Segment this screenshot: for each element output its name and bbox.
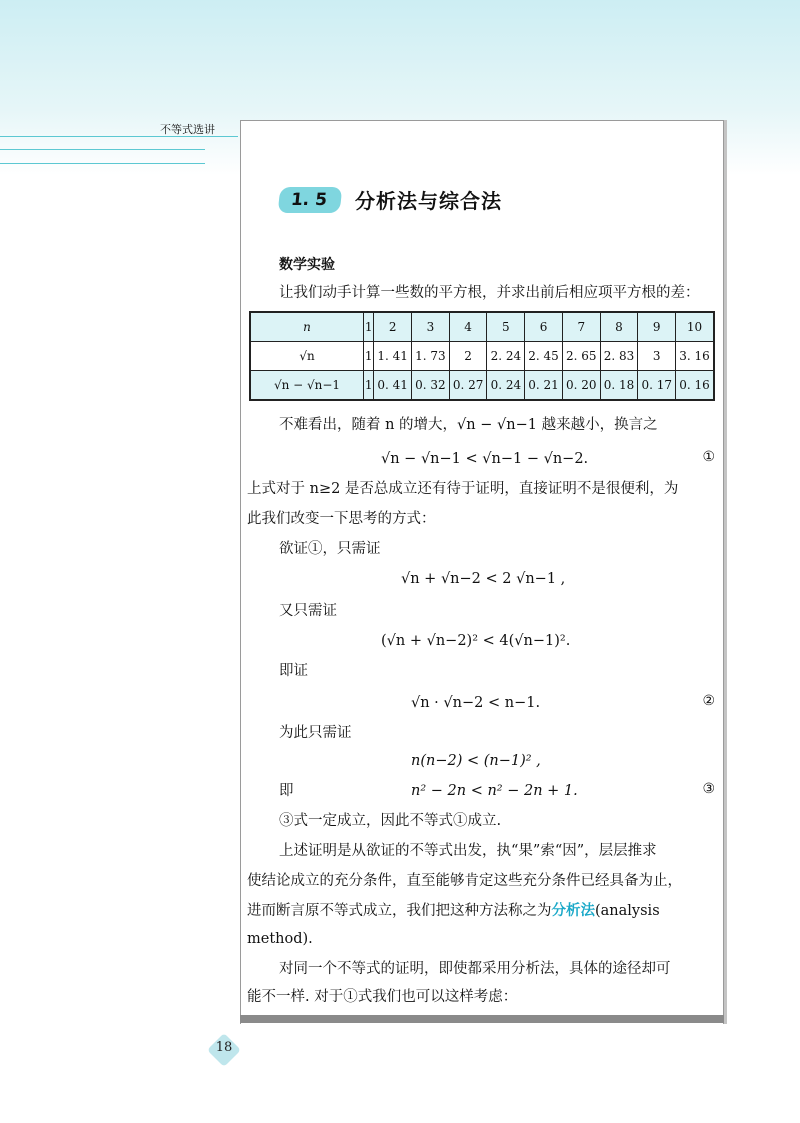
table-cell: 0. 16 xyxy=(676,371,714,401)
table-row xyxy=(250,342,714,371)
table-cell: 4 xyxy=(449,312,487,342)
page-number: 18 xyxy=(215,1040,233,1055)
equation: (√n + √n−2)² < 4(√n−1)². xyxy=(381,633,571,649)
table-cell: 2. 83 xyxy=(600,342,638,371)
equation: √n · √n−2 < n−1. xyxy=(411,695,541,711)
paragraph: ③式一定成立，因此不等式①成立. xyxy=(279,813,502,829)
table-cell: 2. 65 xyxy=(562,342,600,371)
book-title: 不等式选讲 xyxy=(160,123,215,136)
table-cell: 2. 24 xyxy=(487,342,525,371)
table-cell: 1. 73 xyxy=(412,342,450,371)
table-cell: 1 xyxy=(364,342,374,371)
table-cell: 0. 17 xyxy=(638,371,676,401)
paragraph xyxy=(247,901,660,921)
table-cell: 5 xyxy=(487,312,525,342)
table-row xyxy=(250,371,714,401)
sqrt-table xyxy=(249,311,715,401)
table-cell: 1 xyxy=(364,312,374,342)
page-bottom-bar xyxy=(240,1015,724,1023)
section-number: 1. 5 xyxy=(278,187,343,213)
paragraph: 对同一个不等式的证明，即使都采用分析法，具体的途径却可 xyxy=(279,961,671,977)
table-cell: 8 xyxy=(600,312,638,342)
paragraph: 上述证明是从欲证的不等式出发，执“果”索“因”，层层推求 xyxy=(279,843,657,859)
paragraph: 此我们改变一下思考的方式： xyxy=(247,511,436,527)
equation: √n + √n−2 < 2 √n−1 , xyxy=(401,571,566,587)
paragraph: 欲证①，只需证 xyxy=(279,541,381,557)
table-cell: 0. 24 xyxy=(487,371,525,401)
equation: √n − √n−1 < √n−1 − √n−2. xyxy=(381,451,589,467)
keyword-analysis-method: 分析法 xyxy=(551,903,595,919)
paragraph: 即 xyxy=(279,783,294,799)
table-cell: 2 xyxy=(449,342,487,371)
table-cell: 0. 32 xyxy=(412,371,450,401)
row-label: n xyxy=(250,312,364,342)
divider-line xyxy=(0,136,238,137)
experiment-intro: 让我们动手计算一些数的平方根，并求出前后相应项平方根的差： xyxy=(279,285,700,301)
equation-marker: ② xyxy=(702,693,715,709)
table-cell: 0. 41 xyxy=(374,371,412,401)
table-cell: 0. 27 xyxy=(449,371,487,401)
table-cell: 0. 18 xyxy=(600,371,638,401)
equation-marker: ① xyxy=(702,449,715,465)
row-label: √n − √n−1 xyxy=(250,371,364,401)
table-cell: 1 xyxy=(364,371,374,401)
table-cell: 1. 41 xyxy=(374,342,412,371)
equation-marker: ③ xyxy=(702,781,715,797)
table-cell: 3 xyxy=(638,342,676,371)
paragraph: 即证 xyxy=(279,663,308,679)
paragraph: 上式对于 n≥2 是否总成立还有待于证明，直接证明不是很便利，为 xyxy=(247,481,679,497)
section-heading xyxy=(279,185,502,214)
table-cell: 9 xyxy=(638,312,676,342)
paragraph: 能不一样. 对于①式我们也可以这样考虑： xyxy=(247,989,518,1005)
table-cell: 6 xyxy=(525,312,563,342)
paragraph: method). xyxy=(247,931,313,947)
paragraph: 为此只需证 xyxy=(279,725,352,741)
experiment-heading: 数学实验 xyxy=(279,257,335,273)
row-label: √n xyxy=(250,342,364,371)
divider-line xyxy=(0,163,205,164)
paragraph: 使结论成立的充分条件，直至能够肯定这些充分条件已经具备为止， xyxy=(247,873,682,889)
equation: n(n−2) < (n−1)² , xyxy=(411,753,541,769)
paragraph: 不难看出，随着 n 的增大，√n − √n−1 越来越小，换言之 xyxy=(279,417,658,433)
table-cell: 3 xyxy=(412,312,450,342)
table-cell: 10 xyxy=(676,312,714,342)
divider-line xyxy=(0,149,205,150)
table-cell: 0. 20 xyxy=(562,371,600,401)
table-row xyxy=(250,312,714,342)
equation: n² − 2n < n² − 2n + 1. xyxy=(411,783,578,799)
table-cell: 7 xyxy=(562,312,600,342)
paragraph-text: 进而断言原不等式成立，我们把这种方法称之为 xyxy=(247,903,552,919)
section-title: 分析法与综合法 xyxy=(355,189,503,213)
paragraph: 又只需证 xyxy=(279,603,337,619)
table-cell: 2 xyxy=(374,312,412,342)
paragraph-text: (analysis xyxy=(595,903,660,919)
table-cell: 3. 16 xyxy=(676,342,714,371)
table-cell: 0. 21 xyxy=(525,371,563,401)
page-content xyxy=(240,120,724,1024)
table-cell: 2. 45 xyxy=(525,342,563,371)
